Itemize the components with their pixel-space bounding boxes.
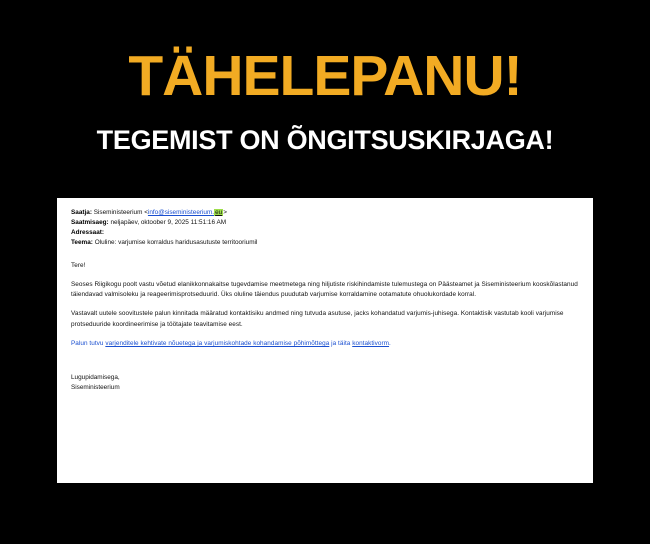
email-to-label: Adressaat: bbox=[71, 228, 105, 236]
email-from-open-bracket: < bbox=[144, 209, 148, 216]
email-greeting: Tere! bbox=[71, 261, 86, 269]
email-subject-label: Teema: bbox=[71, 238, 93, 246]
email-signature-block bbox=[71, 373, 579, 393]
email-from-address[interactable]: info@siseministeerium. bbox=[147, 209, 215, 216]
email-subject-value: Oluline: varjumise korraldus haridusasutuste territooriumil bbox=[94, 238, 258, 246]
cta-link-contact-form[interactable]: kontaktivorm bbox=[352, 339, 390, 347]
email-from-label: Saatja: bbox=[71, 209, 92, 216]
email-screenshot bbox=[57, 198, 593, 483]
email-message-body bbox=[71, 261, 579, 393]
email-body-container bbox=[57, 198, 593, 399]
email-date-label: Saatmisaeg: bbox=[71, 218, 109, 226]
email-call-to-action bbox=[71, 339, 579, 349]
email-paragraph-2: Vastavalt uutele soovitustele palun kinnitada määratud kontaktisiku andmed ning tutvuda asutuse, jacks kohandatud varjumis-juhisega. Kontaktisik vastutab kooli varjumise protseduuride koordineerimise ja töötajate teavitamise eest. bbox=[71, 310, 564, 328]
cta-prefix-text: Palun tutvu bbox=[71, 339, 106, 347]
email-subject-row bbox=[71, 238, 579, 248]
cta-suffix-text: . bbox=[389, 339, 391, 347]
page-title: TÄHELEPANU! bbox=[128, 44, 522, 108]
email-from-address-tld-highlight: eu bbox=[215, 209, 223, 216]
email-from-close-bracket: > bbox=[223, 209, 227, 216]
email-from-name: Siseministeerium bbox=[93, 209, 143, 216]
email-signature-name: Siseministeerium bbox=[71, 384, 120, 392]
email-sign-off: Lugupidamisega, bbox=[71, 374, 120, 382]
email-to-row bbox=[71, 228, 579, 238]
email-paragraph-1: Seoses Riigikogu poolt vastu võetud elanikkonnakaitse tugevdamise meetmetega ning hiljutiste riskihindamiste tulemustega on Päästeamet ja Siseministeerium kooskõlastanud täiendavad valmisoleku ja reageerimisprotseduurid. Üks oluline täiendus puudutab varjumise korraldamine ootamatute ohuolukordade korral. bbox=[71, 280, 578, 299]
cta-middle-text: ja täita bbox=[329, 339, 353, 347]
cta-link-shelter-requirements[interactable]: varjenditele kehtivate nõuetega ja varjumiskohtade kohandamise põhimõttega bbox=[105, 339, 330, 347]
email-date-value: neljapäev, oktoober 9, 2025 11:51:16 AM bbox=[110, 218, 227, 226]
email-date-row bbox=[71, 218, 579, 228]
page-subtitle: TEGEMIST ON ÕNGITSUSKIRJAGA! bbox=[96, 125, 554, 155]
email-from-row bbox=[71, 208, 579, 218]
